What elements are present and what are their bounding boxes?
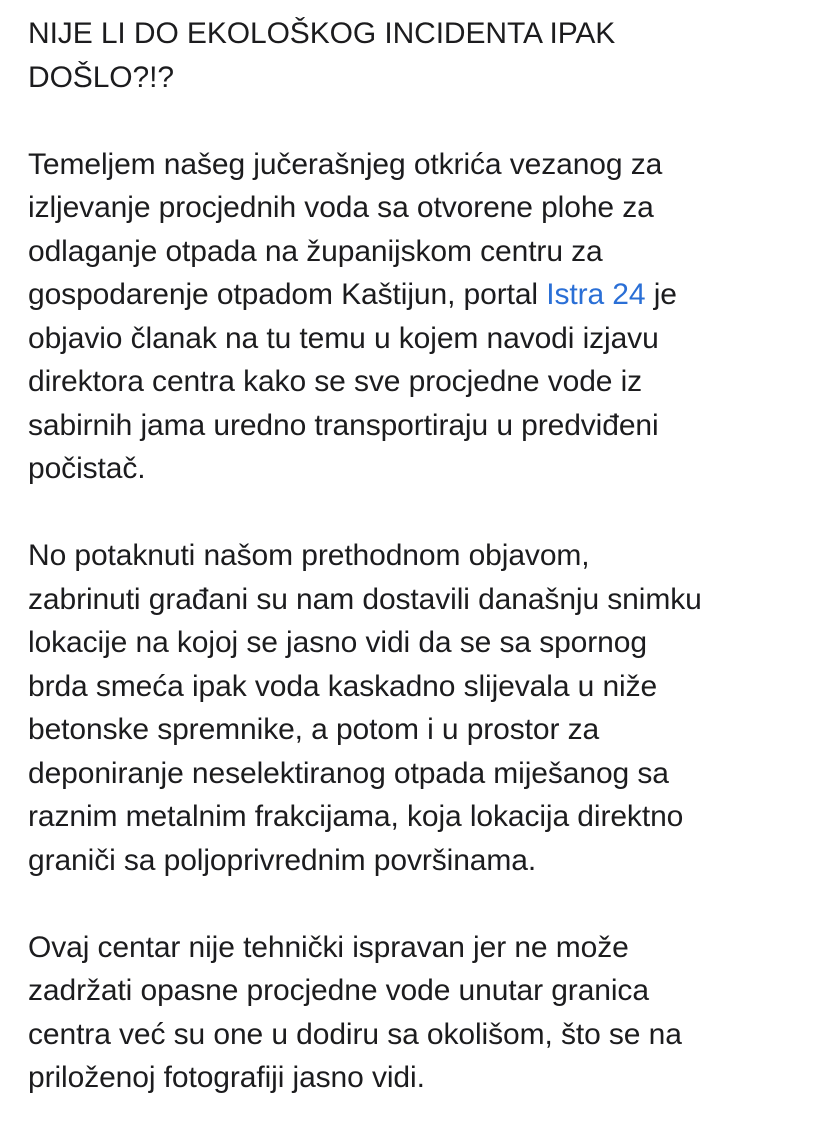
headline-line: DOŠLO?!? xyxy=(28,60,174,94)
paragraph-line: Ovaj centar nije tehnički ispravan jer ne može xyxy=(28,930,629,964)
paragraph-line: zadržati opasne procjedne vode unutar granica xyxy=(28,974,649,1007)
paragraph-line: direktora centra kako se sve procjedne vode iz xyxy=(28,365,643,398)
paragraph-line: lokacije na kojoj se jasno vidi da se sa spornog xyxy=(28,626,647,659)
link-line-suffix: je xyxy=(645,278,677,311)
paragraph-line: centra već su one u dodiru sa okolišom, što se na xyxy=(28,1017,682,1051)
paragraph-1 xyxy=(28,143,818,491)
post-body xyxy=(28,12,818,1100)
paragraph-gap xyxy=(28,99,818,143)
paragraph-line: No potaknuti našom prethodnom objavom, xyxy=(28,539,590,572)
headline-line: NIJE LI DO EKOLOŠKOG INCIDENTA IPAK xyxy=(28,17,616,50)
link-line-prefix: gospodarenje otpadom Kaštijun, portal xyxy=(28,278,547,311)
paragraph-line: betonske spremnike, a potom i u prostor za xyxy=(28,713,600,746)
paragraph-gap xyxy=(28,882,818,926)
paragraph-gap xyxy=(28,491,818,535)
paragraph-line: deponiranje neselektiranog otpada miješanog sa xyxy=(28,756,669,790)
paragraph-line: sabirnih jama uredno transportiraju u predviđeni xyxy=(28,408,659,442)
paragraph-line: objavio članak na tu temu u kojem navodi izjavu xyxy=(28,321,659,355)
paragraph-line: graniči sa poljoprivrednim površinama. xyxy=(28,843,537,877)
istra24-link[interactable]: Istra 24 xyxy=(546,278,646,311)
paragraph-3 xyxy=(28,926,818,1100)
paragraph-line: Temeljem našeg jučerašnjeg otkrića vezanog za xyxy=(28,147,663,181)
paragraph-line: priloženoj fotografiji jasno vidi. xyxy=(28,1061,425,1094)
headline xyxy=(28,12,818,99)
paragraph-line-with-link xyxy=(28,273,818,317)
paragraph-2 xyxy=(28,534,818,882)
paragraph-line: izljevanje procjednih voda sa otvorene plohe za xyxy=(28,191,654,224)
paragraph-line: raznim metalnim frakcijama, koja lokacija direktno xyxy=(28,800,684,833)
paragraph-line: brda smeća ipak voda kaskadno slijevala u niže xyxy=(28,669,658,703)
paragraph-line: počistač. xyxy=(28,452,146,485)
paragraph-line: zabrinuti građani su nam dostavili današnju snimku xyxy=(28,582,702,616)
paragraph-line: odlaganje otpada na županijskom centru za xyxy=(28,234,603,268)
